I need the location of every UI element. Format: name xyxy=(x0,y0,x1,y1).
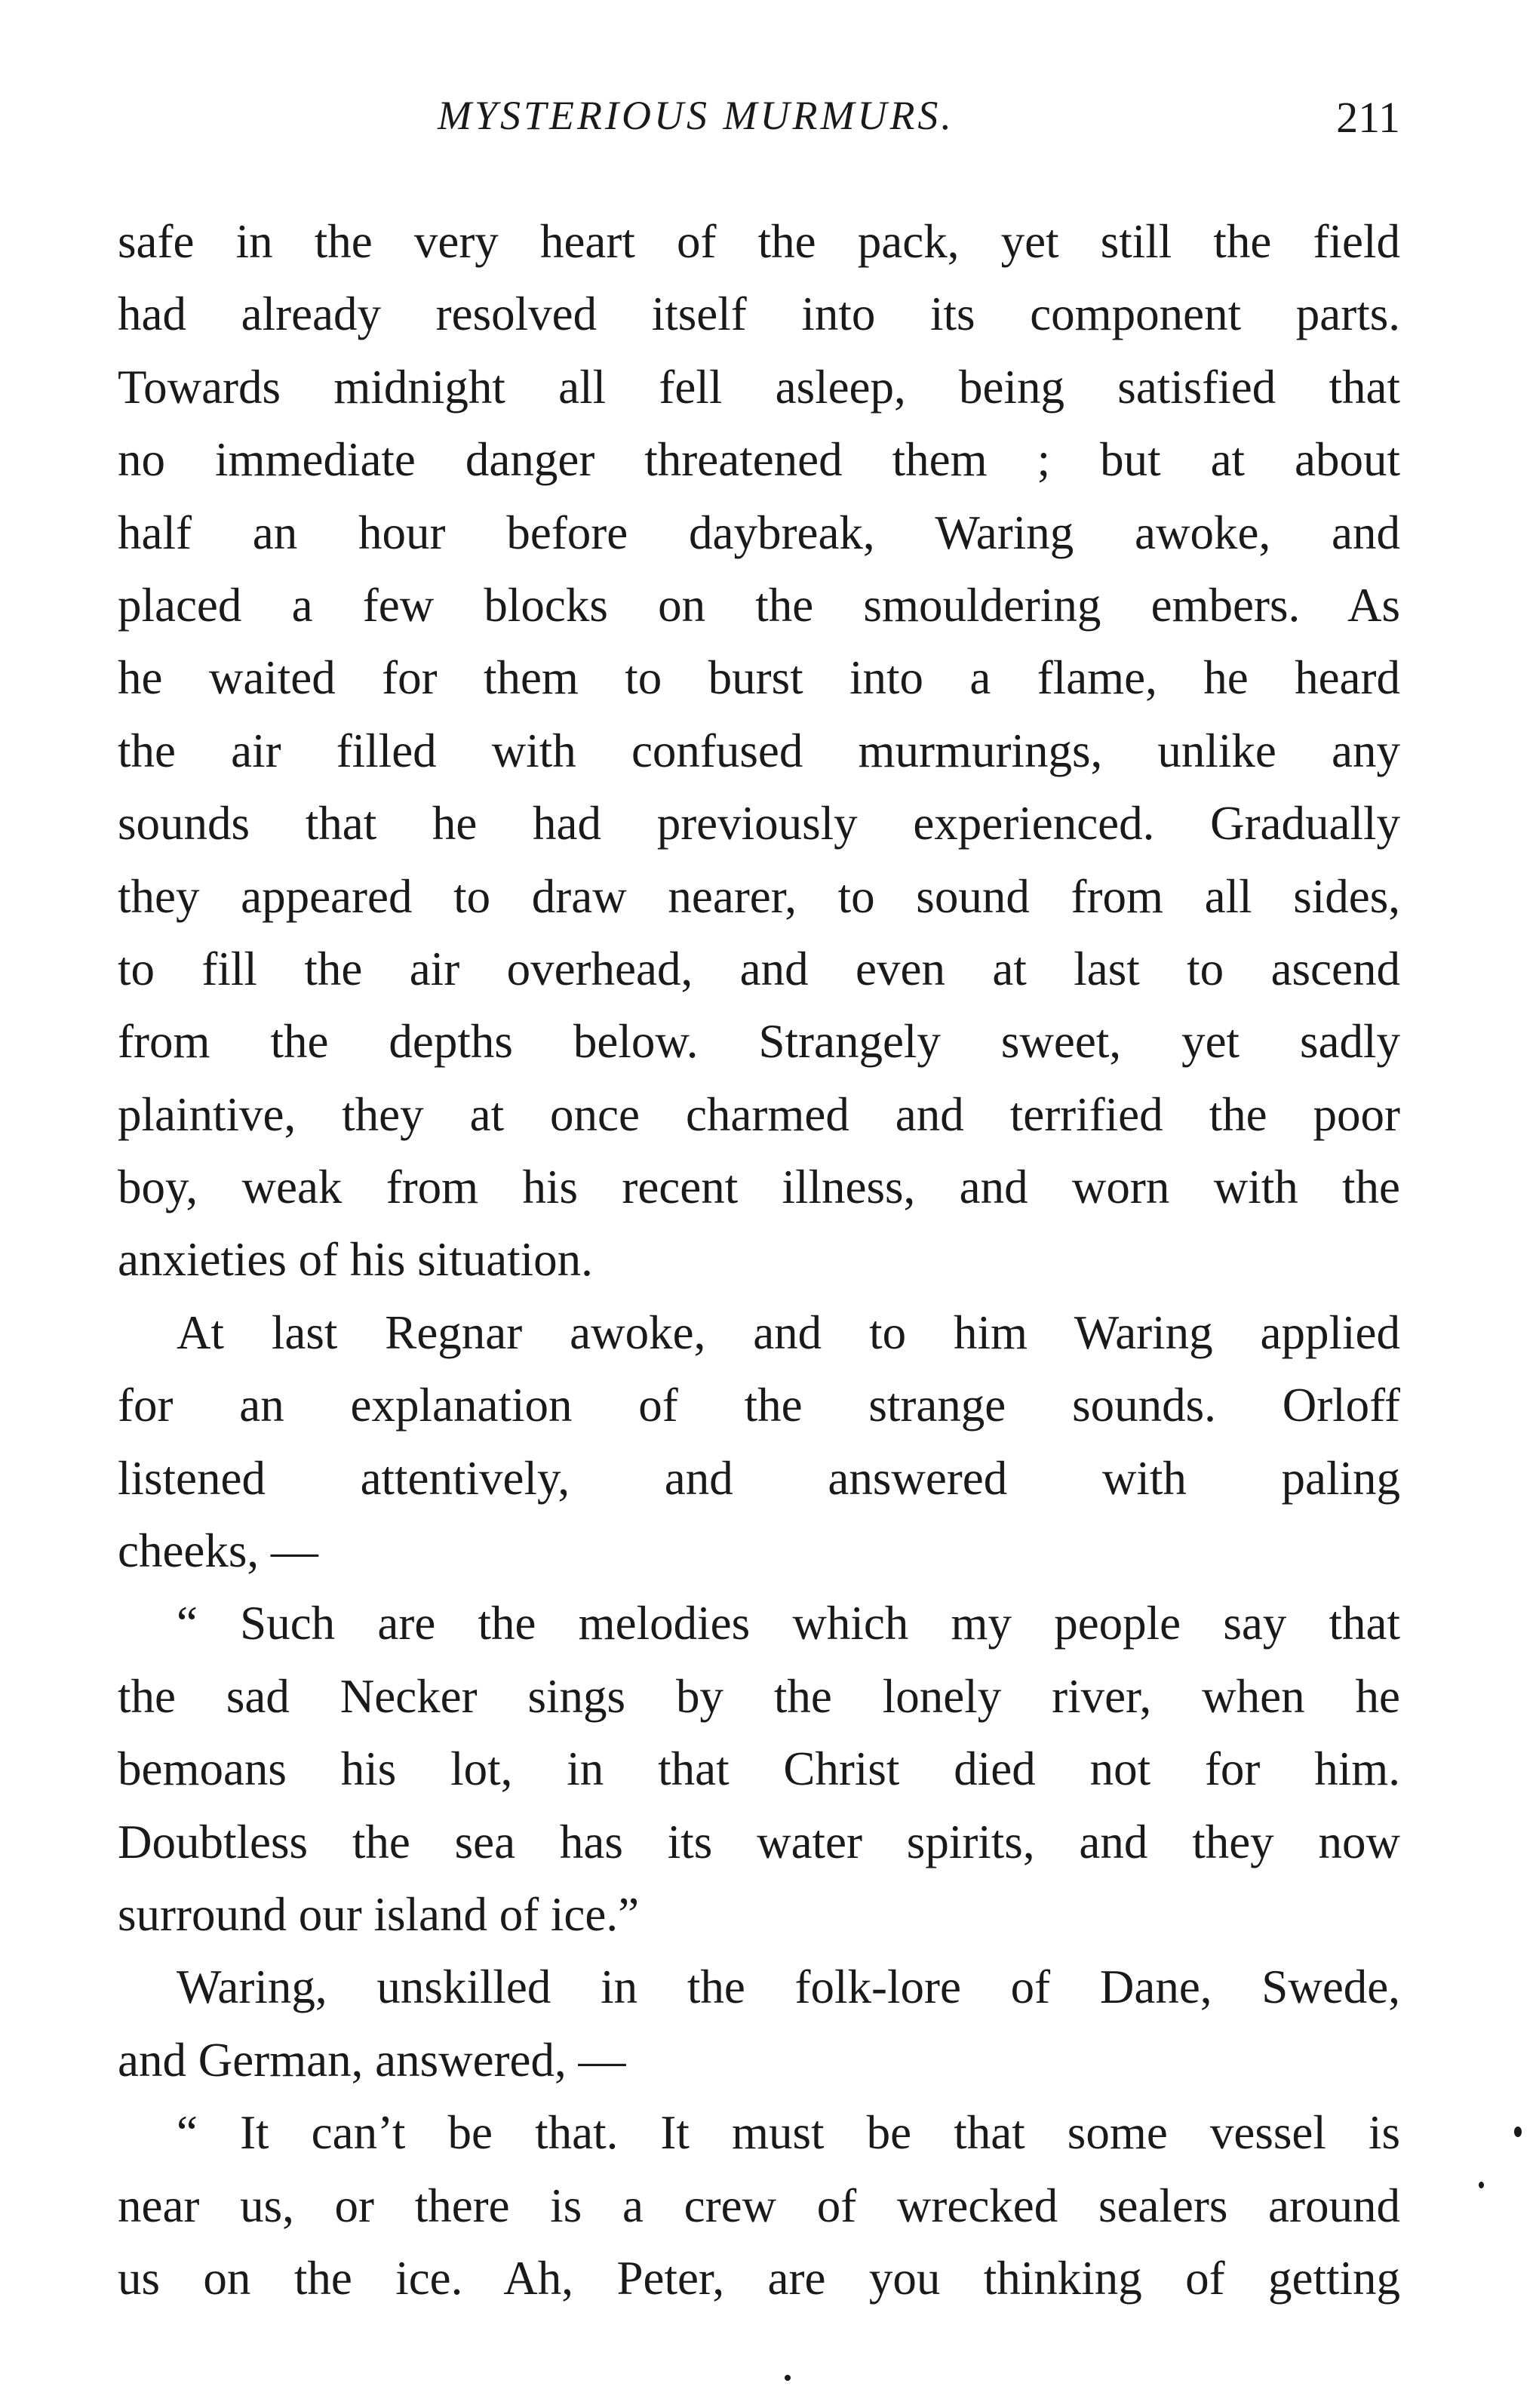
text-line: boy, weak from his recent illness, and worn with the xyxy=(118,1161,1400,1214)
scan-speck xyxy=(1479,2182,1484,2188)
book-page xyxy=(118,85,1400,2305)
text-line: anxieties of his situation. xyxy=(118,1233,593,1287)
text-line: listened attentively, and answered with paling xyxy=(118,1451,1400,1505)
page-number: 211 xyxy=(1336,93,1400,142)
running-head xyxy=(118,85,1400,157)
text-line: to fill the air overhead, and even at last to ascend xyxy=(118,942,1400,995)
running-title: MYSTERIOUS MURMURS. xyxy=(438,93,954,138)
text-line: Waring, unskilled in the folk-lore of Dane, Swede, xyxy=(177,1961,1400,2014)
text-line: half an hour before daybreak, Waring awoke, and xyxy=(118,506,1400,559)
text-line: he waited for them to burst into a flame, he heard xyxy=(118,651,1400,705)
text-line: bemoans his lot, in that Christ died not for him. xyxy=(118,1742,1400,1796)
text-line: had already resolved itself into its component parts. xyxy=(118,288,1400,341)
text-line: they appeared to draw nearer, to sound from all sides, xyxy=(118,869,1400,923)
scan-speck xyxy=(1514,2127,1522,2137)
text-line: plaintive, they at once charmed and terrified the poor xyxy=(118,1087,1400,1141)
text-line: Towards midnight all fell asleep, being satisfied that xyxy=(118,360,1400,414)
text-line: “ It can’t be that. It must be that some vessel is xyxy=(177,2106,1400,2160)
text-line: and German, answered, — xyxy=(118,2033,626,2087)
text-line: the sad Necker sings by the lonely river, when he xyxy=(118,1669,1400,1723)
text-line: “ Such are the melodies which my people say that xyxy=(177,1597,1400,1650)
text-line: us on the ice. Ah, Peter, are you thinking of getting xyxy=(118,2251,1400,2305)
scan-speck xyxy=(785,2375,791,2381)
text-line: the air filled with confused murmurings, unlike any xyxy=(118,724,1400,777)
body-text xyxy=(118,205,1400,2314)
text-line: Doubtless the sea has its water spirits, and they now xyxy=(118,1815,1400,1868)
text-line: near us, or there is a crew of wrecked sealers around xyxy=(118,2179,1400,2232)
text-line: safe in the very heart of the pack, yet still the field xyxy=(118,215,1400,268)
text-line: from the depths below. Strangely sweet, yet sadly xyxy=(118,1015,1400,1069)
text-line: no immediate danger threatened them ; but at about xyxy=(118,433,1400,487)
text-line: surround our island of ice.” xyxy=(118,1887,640,1941)
text-line: sounds that he had previously experienced. Gradually xyxy=(118,797,1400,850)
text-line: At last Regnar awoke, and to him Waring applied xyxy=(177,1305,1400,1359)
text-line: cheeks, — xyxy=(118,1524,318,1578)
text-line: placed a few blocks on the smouldering embers. As xyxy=(118,578,1400,632)
text-line: for an explanation of the strange sounds. Orloff xyxy=(118,1379,1400,1432)
